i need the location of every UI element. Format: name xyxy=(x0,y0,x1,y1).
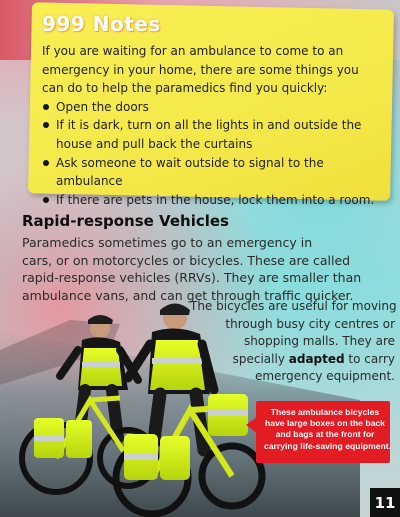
paragraph-line: cars, or on motorcycles or bicycles. These are called xyxy=(22,252,351,268)
notes-bullet-item: Ask someone to wait outside to signal to the ambulance xyxy=(42,154,382,191)
bicycle-paragraph xyxy=(190,298,395,386)
notes-bullet-item: Open the doors xyxy=(42,98,382,117)
caption-line: and bags at the front for xyxy=(275,429,375,440)
photo-caption xyxy=(264,407,392,452)
paragraph-line: shopping malls. They are xyxy=(243,334,395,348)
section-heading: Rapid-response Vehicles xyxy=(22,212,229,230)
notes-intro-line: If you are waiting for an ambulance to come to an xyxy=(42,44,344,58)
notes-bullet-item: If it is dark, turn on all the lights in and outside the house and pull back the curtains xyxy=(42,116,382,153)
photo-caption-box xyxy=(256,401,390,463)
keyword-adapted: adapted xyxy=(288,351,345,366)
notes-bullet-list xyxy=(42,98,382,210)
paragraph-line xyxy=(190,351,395,369)
paragraph-line: rapid-response vehicles (RRVs). They are smaller than xyxy=(22,270,362,285)
caption-line: These ambulance bicycles xyxy=(270,407,380,417)
paragraph-line: ambulance vans, and can get through traffic quicker. xyxy=(22,287,354,303)
notes-intro-line: emergency in your home, there are some things you xyxy=(42,62,359,77)
page-number: 11 xyxy=(370,488,400,517)
paragraph-line: through busy city centres or xyxy=(225,316,395,331)
notes-intro-line: can do to help the paramedics find you quickly: xyxy=(42,81,328,96)
notes-title: 999 Notes xyxy=(42,12,161,36)
notes-body xyxy=(42,42,382,209)
caption-line: have large boxes on the back xyxy=(265,418,385,429)
paragraph-line: Paramedics sometimes go to an emergency in xyxy=(22,235,313,250)
inline-text: to carry xyxy=(348,351,395,366)
notes-bullet-item: If there are pets in the house, lock them into a room. xyxy=(42,191,382,210)
inline-text: specially xyxy=(232,351,285,366)
caption-line: carrying life-saving equipment. xyxy=(264,440,392,451)
paragraph-line: emergency equipment. xyxy=(254,369,395,383)
paragraph-line: The bicycles are useful for moving xyxy=(190,299,397,313)
